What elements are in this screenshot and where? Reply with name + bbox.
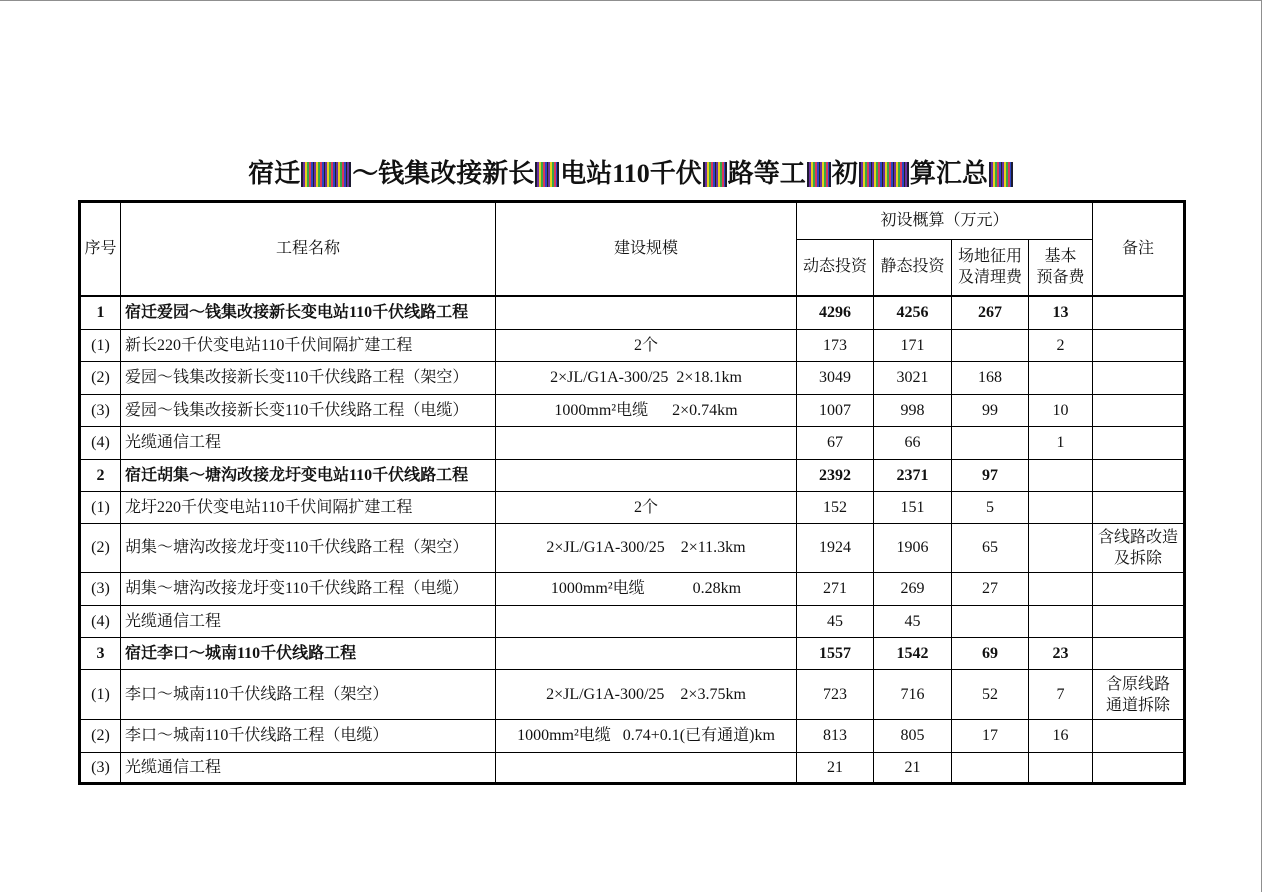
cell-static-investment: 4256 xyxy=(874,296,952,330)
cell-land-cost: 17 xyxy=(952,720,1029,753)
cell-dynamic-investment: 2392 xyxy=(797,460,874,492)
cell-project-name: 爱园～钱集改接新长变110千伏线路工程（电缆） xyxy=(121,395,496,427)
cell-static-investment: 1542 xyxy=(874,638,952,670)
corrupted-glyph xyxy=(301,162,351,187)
cell-dynamic-investment: 67 xyxy=(797,427,874,460)
cell-land-cost: 27 xyxy=(952,573,1029,606)
cell-dynamic-investment: 45 xyxy=(797,606,874,638)
cell-index: (3) xyxy=(80,573,121,606)
cell-scale: 2个 xyxy=(496,492,797,524)
cell-static-investment: 3021 xyxy=(874,362,952,395)
item-row xyxy=(80,524,1185,573)
section-row xyxy=(80,296,1185,330)
cell-land-cost xyxy=(952,427,1029,460)
budget-summary-table xyxy=(78,200,1186,785)
corrupted-glyph xyxy=(859,162,909,187)
item-row xyxy=(80,753,1185,784)
corrupted-glyph xyxy=(703,162,727,187)
cell-index: (3) xyxy=(80,753,121,784)
item-row xyxy=(80,395,1185,427)
item-row xyxy=(80,573,1185,606)
cell-index: (4) xyxy=(80,427,121,460)
page-title xyxy=(0,155,1262,193)
cell-index: (3) xyxy=(80,395,121,427)
cell-remark xyxy=(1093,573,1185,606)
title-segment: 算汇总 xyxy=(909,159,988,188)
item-row xyxy=(80,362,1185,395)
cell-reserve-cost xyxy=(1029,573,1093,606)
cell-remark xyxy=(1093,720,1185,753)
header-remark: 备注 xyxy=(1093,202,1185,296)
section-row xyxy=(80,638,1185,670)
cell-static-investment: 171 xyxy=(874,330,952,362)
cell-reserve-cost xyxy=(1029,524,1093,573)
cell-dynamic-investment: 271 xyxy=(797,573,874,606)
cell-dynamic-investment: 1924 xyxy=(797,524,874,573)
cell-reserve-cost xyxy=(1029,460,1093,492)
cell-remark xyxy=(1093,753,1185,784)
cell-land-cost: 99 xyxy=(952,395,1029,427)
corrupted-glyph xyxy=(535,162,559,187)
cell-scale: 2×JL/G1A-300/25 2×3.75km xyxy=(496,670,797,720)
cell-reserve-cost: 16 xyxy=(1029,720,1093,753)
cell-reserve-cost: 10 xyxy=(1029,395,1093,427)
cell-remark xyxy=(1093,395,1185,427)
cell-scale xyxy=(496,296,797,330)
cell-land-cost: 65 xyxy=(952,524,1029,573)
cell-dynamic-investment: 173 xyxy=(797,330,874,362)
section-row xyxy=(80,460,1185,492)
header-dynamic-investment: 动态投资 xyxy=(797,240,874,296)
header-project-name: 工程名称 xyxy=(121,202,496,296)
cell-project-name: 宿迁胡集～塘沟改接龙圩变电站110千伏线路工程 xyxy=(121,460,496,492)
cell-scale xyxy=(496,753,797,784)
cell-remark xyxy=(1093,492,1185,524)
cell-static-investment: 998 xyxy=(874,395,952,427)
header-row xyxy=(80,202,1185,240)
cell-index: 2 xyxy=(80,460,121,492)
cell-dynamic-investment: 3049 xyxy=(797,362,874,395)
cell-remark: 含线路改造 及拆除 xyxy=(1093,524,1185,573)
cell-scale xyxy=(496,460,797,492)
cell-project-name: 光缆通信工程 xyxy=(121,753,496,784)
cell-project-name: 宿迁李口～城南110千伏线路工程 xyxy=(121,638,496,670)
cell-dynamic-investment: 813 xyxy=(797,720,874,753)
cell-land-cost: 52 xyxy=(952,670,1029,720)
cell-reserve-cost xyxy=(1029,753,1093,784)
cell-static-investment: 45 xyxy=(874,606,952,638)
cell-project-name: 新长220千伏变电站110千伏间隔扩建工程 xyxy=(121,330,496,362)
header-reserve-cost: 基本 预备费 xyxy=(1029,240,1093,296)
cell-index: (1) xyxy=(80,670,121,720)
cell-remark xyxy=(1093,296,1185,330)
cell-project-name: 胡集～塘沟改接龙圩变110千伏线路工程（电缆） xyxy=(121,573,496,606)
cell-index: (2) xyxy=(80,720,121,753)
table-header xyxy=(80,202,1185,296)
item-row xyxy=(80,492,1185,524)
cell-project-name: 宿迁爱园～钱集改接新长变电站110千伏线路工程 xyxy=(121,296,496,330)
cell-remark xyxy=(1093,606,1185,638)
cell-reserve-cost xyxy=(1029,606,1093,638)
cell-land-cost xyxy=(952,330,1029,362)
cell-scale xyxy=(496,427,797,460)
cell-land-cost: 168 xyxy=(952,362,1029,395)
item-row xyxy=(80,330,1185,362)
corrupted-glyph xyxy=(807,162,831,187)
cell-scale: 2×JL/G1A-300/25 2×11.3km xyxy=(496,524,797,573)
title-segment: ～钱集改接新长 xyxy=(352,159,535,188)
cell-dynamic-investment: 1557 xyxy=(797,638,874,670)
cell-remark xyxy=(1093,638,1185,670)
cell-scale xyxy=(496,638,797,670)
header-estimate-group: 初设概算（万元） xyxy=(797,202,1093,240)
title-segment: 宿迁 xyxy=(248,159,301,188)
cell-remark xyxy=(1093,460,1185,492)
cell-project-name: 爱园～钱集改接新长变110千伏线路工程（架空） xyxy=(121,362,496,395)
cell-reserve-cost: 2 xyxy=(1029,330,1093,362)
cell-remark xyxy=(1093,427,1185,460)
cell-static-investment: 2371 xyxy=(874,460,952,492)
cell-static-investment: 269 xyxy=(874,573,952,606)
table-body xyxy=(80,296,1185,784)
cell-project-name: 光缆通信工程 xyxy=(121,427,496,460)
cell-static-investment: 1906 xyxy=(874,524,952,573)
cell-static-investment: 716 xyxy=(874,670,952,720)
cell-remark: 含原线路 通道拆除 xyxy=(1093,670,1185,720)
cell-project-name: 李口～城南110千伏线路工程（电缆） xyxy=(121,720,496,753)
cell-remark xyxy=(1093,362,1185,395)
cell-dynamic-investment: 723 xyxy=(797,670,874,720)
cell-static-investment: 805 xyxy=(874,720,952,753)
cell-land-cost: 97 xyxy=(952,460,1029,492)
header-index: 序号 xyxy=(80,202,121,296)
corrupted-glyph xyxy=(989,162,1013,187)
cell-dynamic-investment: 4296 xyxy=(797,296,874,330)
cell-land-cost: 267 xyxy=(952,296,1029,330)
cell-dynamic-investment: 152 xyxy=(797,492,874,524)
cell-scale: 1000mm²电缆 0.74+0.1(已有通道)km xyxy=(496,720,797,753)
cell-static-investment: 151 xyxy=(874,492,952,524)
cell-land-cost xyxy=(952,606,1029,638)
cell-scale: 2×JL/G1A-300/25 2×18.1km xyxy=(496,362,797,395)
cell-index: (2) xyxy=(80,524,121,573)
cell-project-name: 光缆通信工程 xyxy=(121,606,496,638)
item-row xyxy=(80,606,1185,638)
cell-scale xyxy=(496,606,797,638)
cell-reserve-cost: 7 xyxy=(1029,670,1093,720)
cell-dynamic-investment: 1007 xyxy=(797,395,874,427)
cell-static-investment: 21 xyxy=(874,753,952,784)
cell-land-cost: 69 xyxy=(952,638,1029,670)
cell-index: (2) xyxy=(80,362,121,395)
cell-static-investment: 66 xyxy=(874,427,952,460)
cell-reserve-cost xyxy=(1029,492,1093,524)
cell-land-cost: 5 xyxy=(952,492,1029,524)
header-scale: 建设规模 xyxy=(496,202,797,296)
cell-project-name: 胡集～塘沟改接龙圩变110千伏线路工程（架空） xyxy=(121,524,496,573)
cell-index: 1 xyxy=(80,296,121,330)
cell-dynamic-investment: 21 xyxy=(797,753,874,784)
header-land-cost: 场地征用 及清理费 xyxy=(952,240,1029,296)
cell-project-name: 龙圩220千伏变电站110千伏间隔扩建工程 xyxy=(121,492,496,524)
title-segment: 路等工 xyxy=(727,159,806,188)
cell-index: (1) xyxy=(80,492,121,524)
cell-reserve-cost: 23 xyxy=(1029,638,1093,670)
cell-remark xyxy=(1093,330,1185,362)
cell-index: (1) xyxy=(80,330,121,362)
header-static-investment: 静态投资 xyxy=(874,240,952,296)
cell-project-name: 李口～城南110千伏线路工程（架空） xyxy=(121,670,496,720)
cell-reserve-cost xyxy=(1029,362,1093,395)
cell-index: (4) xyxy=(80,606,121,638)
cell-scale: 1000mm²电缆 2×0.74km xyxy=(496,395,797,427)
item-row xyxy=(80,720,1185,753)
item-row xyxy=(80,670,1185,720)
title-segment: 初 xyxy=(831,159,858,188)
cell-scale: 1000mm²电缆 0.28km xyxy=(496,573,797,606)
item-row xyxy=(80,427,1185,460)
cell-index: 3 xyxy=(80,638,121,670)
cell-reserve-cost: 1 xyxy=(1029,427,1093,460)
cell-land-cost xyxy=(952,753,1029,784)
cell-reserve-cost: 13 xyxy=(1029,296,1093,330)
cell-scale: 2个 xyxy=(496,330,797,362)
title-segment: 电站110千伏 xyxy=(560,159,702,188)
